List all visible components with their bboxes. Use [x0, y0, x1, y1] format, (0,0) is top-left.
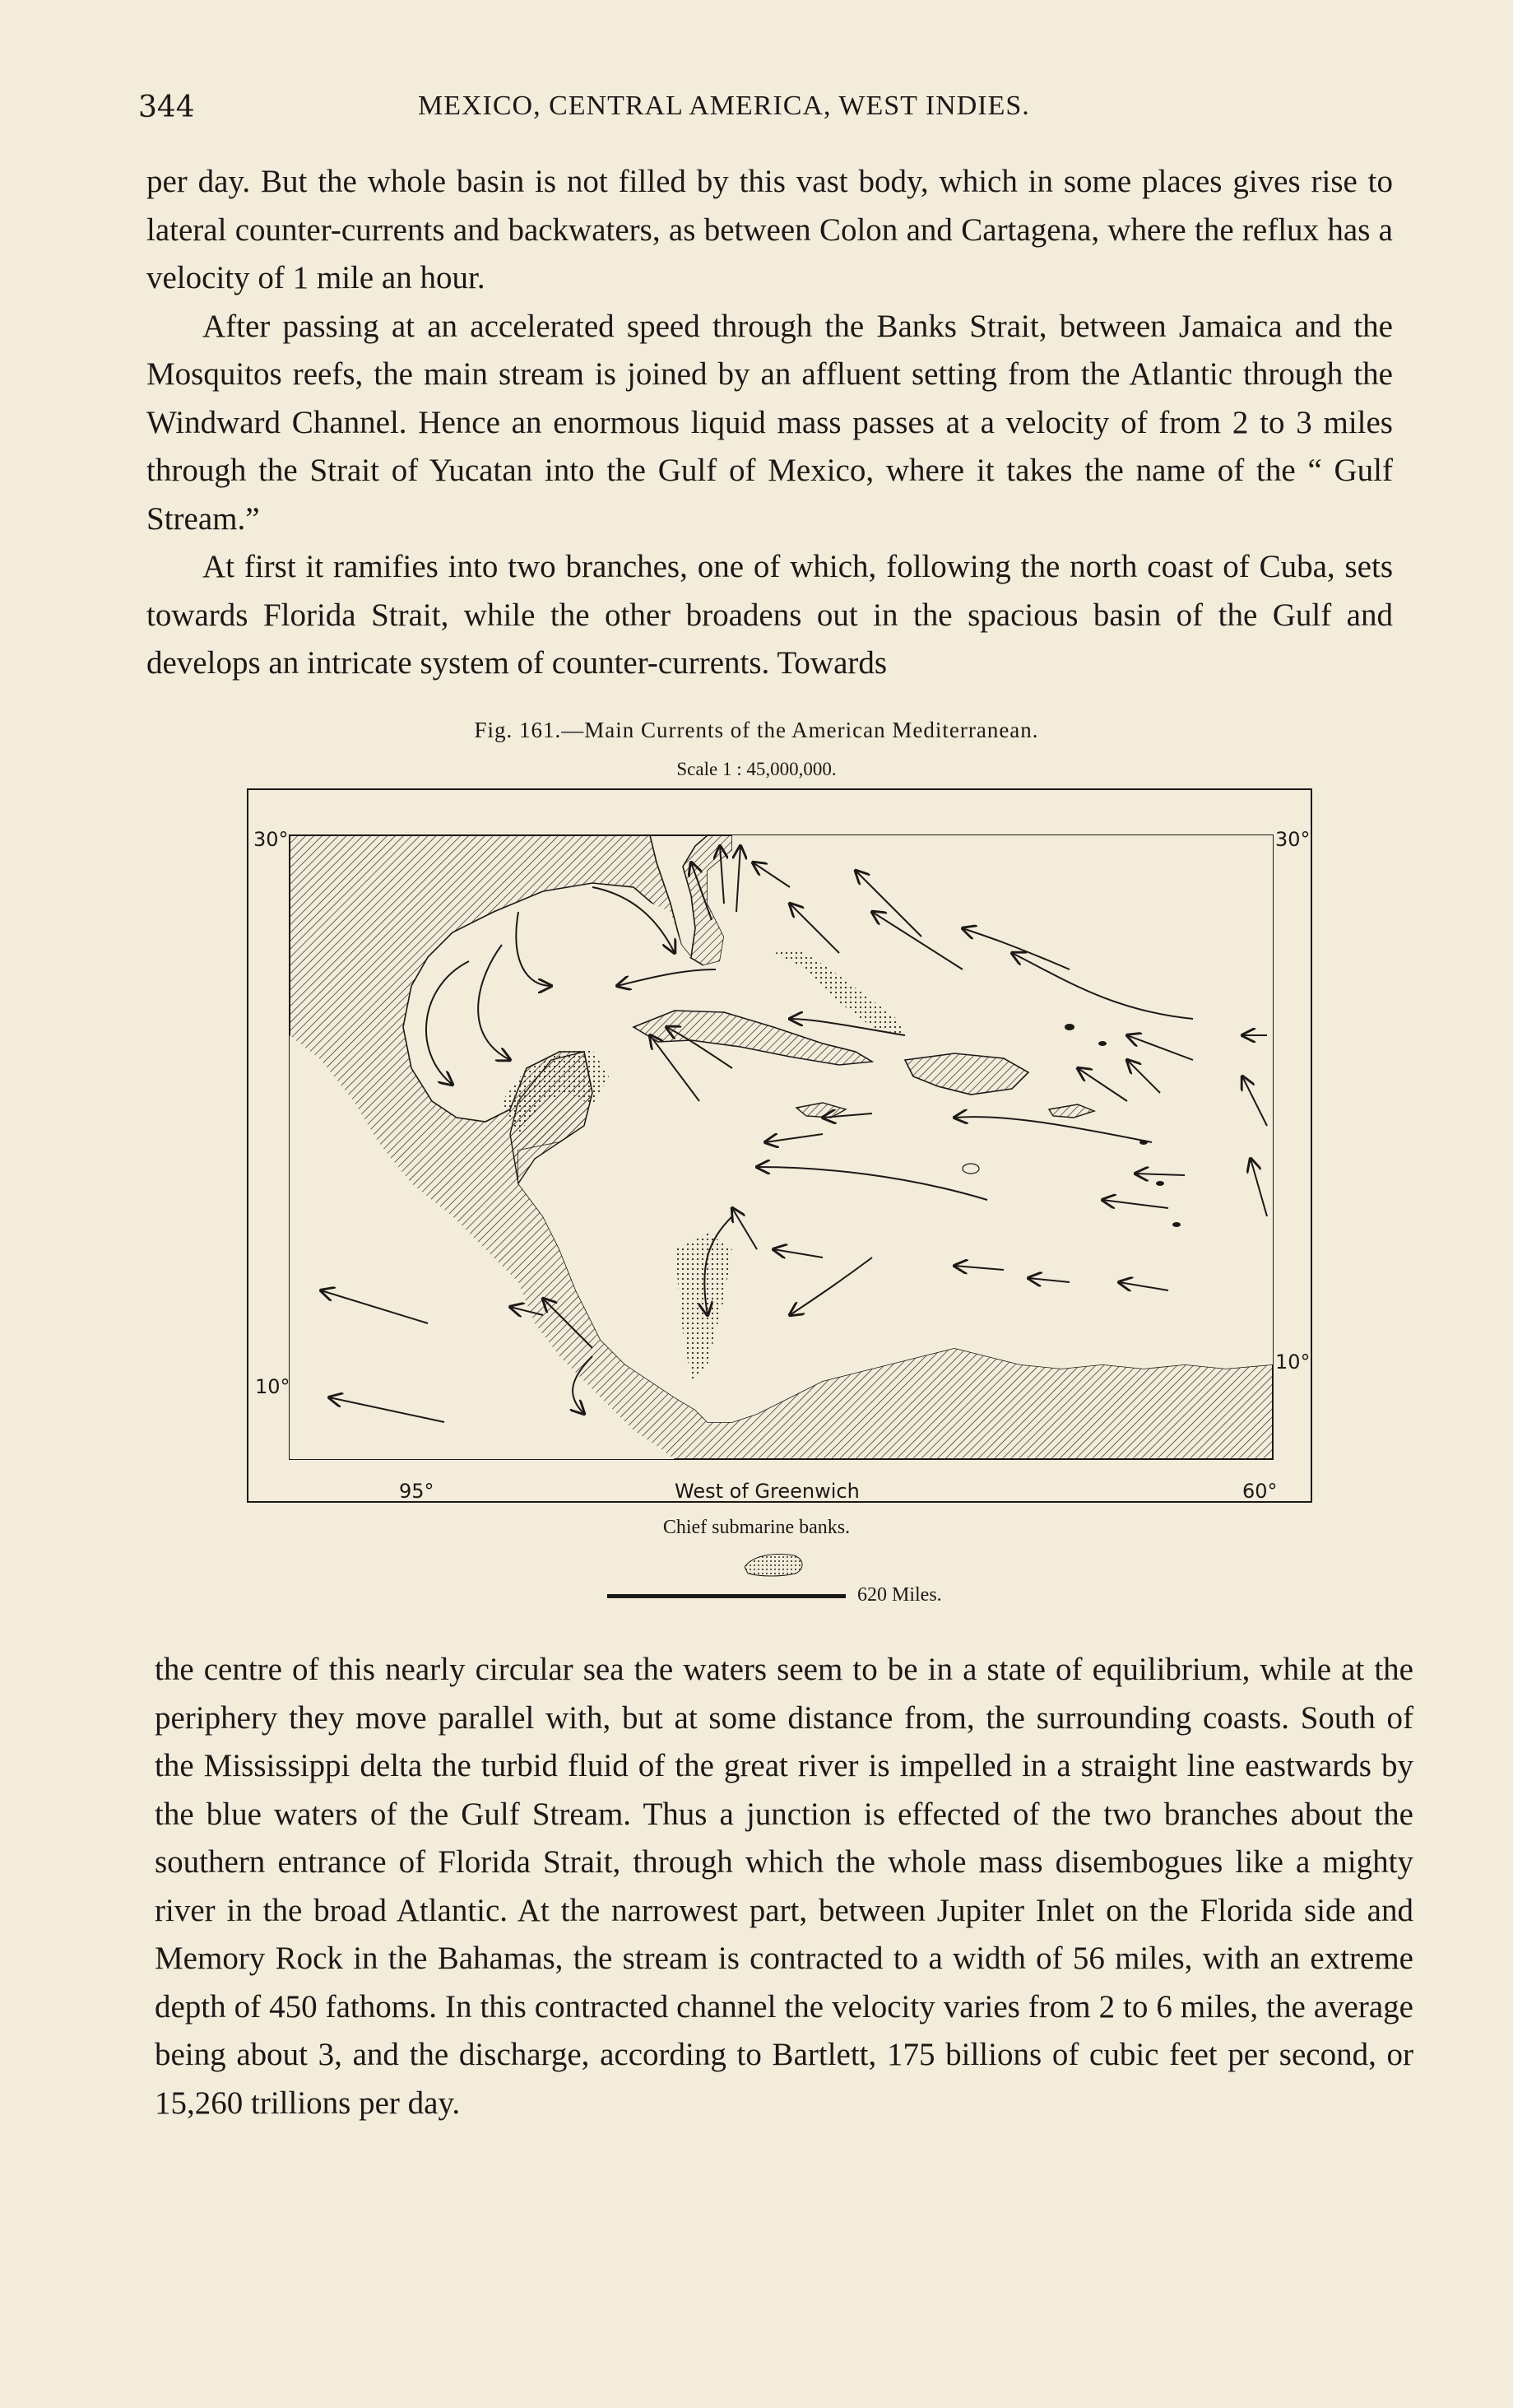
scale-bar — [607, 1588, 846, 1605]
submarine-bank-swatch — [736, 1547, 810, 1578]
island — [1172, 1222, 1181, 1227]
island — [1065, 1024, 1074, 1030]
lat-30-right-label: 30° — [1275, 828, 1311, 851]
map-svg — [247, 788, 1312, 1513]
paragraph: After passing at an accelerated speed through the Banks Strait, between Jamaica and the Mosquitos reefs, the main stream is joined by an affluent setting from the Atlantic through the Windward Channel. Hence an enormous liquid mass passes at a velocity of from 2 to 3 miles through the Strait of Yucatan into the Gulf of Mexico, where it takes the name of the “ Gulf Stream.” — [146, 308, 1393, 537]
scale-bar-label: 620 Miles. — [857, 1584, 942, 1606]
page-header — [138, 82, 1405, 132]
page-number: 344 — [138, 91, 195, 124]
island — [1156, 1181, 1164, 1186]
lat-10-left-label: 10° — [255, 1375, 290, 1398]
lat-10-right-label: 10° — [1275, 1350, 1311, 1374]
paragraph: per day. But the whole basin is not filled by this vast body, which in some places gives rise to lateral counter-currents and backwaters, as between Colon and Cartagena, where the reflux has a velocity of 1 mile an hour. — [146, 164, 1393, 295]
legend-title: Chief submarine banks. — [662, 1517, 851, 1538]
running-title: MEXICO, CENTRAL AMERICA, WEST INDIES. — [418, 91, 1030, 121]
island — [1098, 1041, 1107, 1046]
paragraph: At first it ramifies into two branches, one of which, following the north coast of Cuba, sets towards Florida Strait, while the other broadens out in the spacious basin of the Gulf and develops an intricate system of counter-currents. Towards — [146, 549, 1393, 681]
lat-30-left-label: 30° — [253, 828, 289, 851]
currents-map — [247, 788, 1312, 1513]
paragraph: the centre of this nearly circular sea the waters seem to be in a state of equilibrium, while at the periphery they move parallel with, but at some distance from, the surrounding coasts. South of the Mississippi delta the turbid fluid of the great river is impelled in a straight line eastwards by the blue waters of the Gulf Stream. Thus a junction is effected of the two branches about the southern entrance of Florida Strait, through which the whole mass disembogues like a mighty river in the broad Atlantic. At the narrowest part, between Jupiter Inlet on the Florida side and Memory Rock in the Bahamas, the stream is contracted to a width of 56 miles, with an extreme depth of 450 fathoms. In this contracted channel the velocity varies from 2 to 6 miles, the average being about 3, and the discharge, according to Bartlett, 175 billions of cubic feet per second, or 15,260 trillions per day. — [155, 1652, 1413, 2121]
figure-scale: Scale 1 : 45,000,000. — [676, 759, 837, 779]
lon-60-label: 60° — [1242, 1480, 1278, 1503]
top-text-block — [146, 158, 1393, 688]
figure-caption: Fig. 161.—Main Currents of the American Mediterranean. — [474, 718, 1039, 742]
lon-95-label: 95° — [399, 1480, 434, 1503]
bottom-text-block — [155, 1646, 1413, 2127]
meridian-label: West of Greenwich — [675, 1480, 860, 1503]
